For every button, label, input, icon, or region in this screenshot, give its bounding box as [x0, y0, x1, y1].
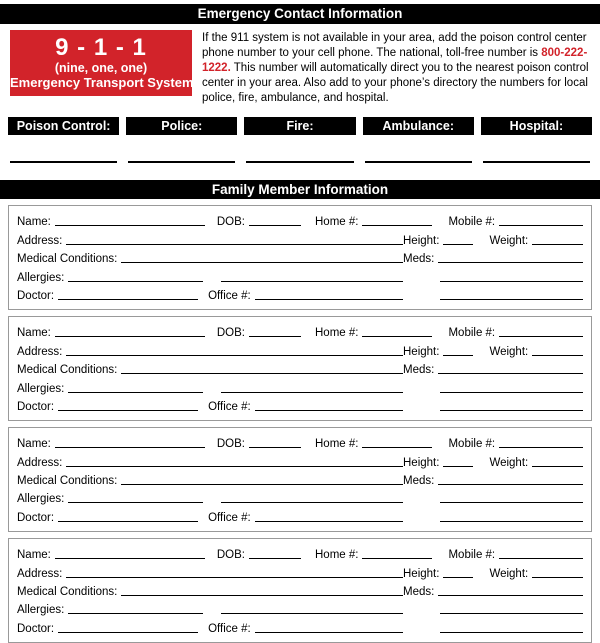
weight-label: Weight: — [489, 234, 529, 247]
height-label: Height: — [403, 234, 440, 247]
doctor-field-line[interactable] — [58, 299, 198, 300]
family-member-title-bar — [0, 180, 600, 199]
doctor-field-line[interactable] — [58, 410, 198, 411]
mobile-phone-field-line[interactable] — [499, 336, 583, 337]
address-row — [17, 340, 583, 358]
address-row — [17, 229, 583, 247]
mobile-phone-field-line[interactable] — [499, 558, 583, 559]
name-label: Name: — [17, 216, 51, 229]
mobile-phone-label: Mobile #: — [448, 438, 496, 451]
contact-col-poison-control — [8, 117, 119, 163]
allergies-extra-field-line[interactable] — [221, 281, 403, 282]
page-title: Emergency Contact Information — [197, 6, 403, 21]
meds-continuation-line-1[interactable] — [440, 281, 583, 282]
doctor-row — [17, 396, 583, 414]
meds-continuation-line-1[interactable] — [440, 613, 583, 614]
name-label: Name: — [17, 327, 51, 340]
doctor-row — [17, 506, 583, 524]
weight-field-line[interactable] — [532, 577, 583, 578]
allergies-label: Allergies: — [17, 382, 65, 395]
address-row — [17, 451, 583, 469]
poison-control-phone-number: 800-222-1222. — [202, 47, 588, 74]
name-field-line[interactable] — [55, 447, 205, 448]
ambulance-label: Ambulance: — [363, 117, 474, 135]
office-phone-field-line[interactable] — [255, 521, 403, 522]
family-member-block — [8, 316, 592, 421]
contact-col-ambulance — [363, 117, 474, 163]
medical-conditions-row — [17, 581, 583, 599]
name-field-line[interactable] — [55, 225, 205, 226]
address-row — [17, 562, 583, 580]
allergies-row — [17, 377, 583, 395]
dob-field-line[interactable] — [249, 336, 301, 337]
dob-field-line[interactable] — [249, 558, 301, 559]
dob-label: DOB: — [216, 216, 245, 229]
home-phone-field-line[interactable] — [362, 225, 432, 226]
address-label: Address: — [17, 345, 63, 358]
medical-conditions-field-line[interactable] — [121, 484, 403, 485]
medical-conditions-label: Medical Conditions: — [17, 586, 118, 599]
meds-label: Meds: — [403, 586, 435, 599]
name-field-line[interactable] — [55, 558, 205, 559]
medical-conditions-field-line[interactable] — [121, 373, 403, 374]
height-label: Height: — [403, 456, 440, 469]
weight-label: Weight: — [489, 456, 529, 469]
allergies-row — [17, 488, 583, 506]
height-field-line[interactable] — [443, 355, 473, 356]
hospital-label: Hospital: — [481, 117, 592, 135]
fire-field-line[interactable] — [246, 161, 353, 163]
height-label: Height: — [403, 345, 440, 358]
allergies-field-line[interactable] — [68, 613, 203, 614]
home-phone-label: Home #: — [315, 549, 359, 562]
emergency-contacts-row — [8, 117, 592, 163]
police-field-line[interactable] — [128, 161, 235, 163]
medical-conditions-field-line[interactable] — [121, 262, 403, 263]
medical-conditions-field-line[interactable] — [121, 595, 403, 596]
mobile-phone-label: Mobile #: — [448, 216, 496, 229]
office-phone-field-line[interactable] — [255, 299, 403, 300]
height-label: Height: — [403, 567, 440, 580]
address-field-line[interactable] — [66, 577, 403, 578]
intro-text-after: This number will automatically direct you to the nearest poison control center in your area. Also add to your phone’s directory the numbers for local police, fire, ambulance, and hospital. — [202, 62, 589, 104]
meds-field-line[interactable] — [438, 373, 583, 374]
medical-conditions-row — [17, 248, 583, 266]
dob-field-line[interactable] — [249, 447, 301, 448]
weight-field-line[interactable] — [532, 244, 583, 245]
allergies-field-line[interactable] — [68, 281, 203, 282]
fire-label: Fire: — [244, 117, 355, 135]
emergency-contact-title-bar — [0, 4, 600, 24]
meds-continuation-line-2[interactable] — [440, 521, 583, 522]
name-field-line[interactable] — [55, 336, 205, 337]
hospital-field-line[interactable] — [483, 161, 590, 163]
mobile-phone-label: Mobile #: — [448, 327, 496, 340]
height-field-line[interactable] — [443, 577, 473, 578]
family-member-block — [8, 427, 592, 532]
office-phone-field-line[interactable] — [255, 410, 403, 411]
allergies-field-line[interactable] — [68, 392, 203, 393]
meds-continuation-line-2[interactable] — [440, 410, 583, 411]
name-label: Name: — [17, 549, 51, 562]
family-section-title: Family Member Information — [211, 182, 389, 197]
weight-field-line[interactable] — [532, 355, 583, 356]
doctor-field-line[interactable] — [58, 632, 198, 633]
doctor-field-line[interactable] — [58, 521, 198, 522]
name-row — [17, 211, 583, 229]
allergies-row — [17, 599, 583, 617]
mobile-phone-field-line[interactable] — [499, 225, 583, 226]
medical-conditions-label: Medical Conditions: — [17, 364, 118, 377]
nine-one-one-number: 9 - 1 - 1 — [55, 34, 147, 61]
name-row — [17, 322, 583, 340]
meds-continuation-line-1[interactable] — [440, 502, 583, 503]
dob-field-line[interactable] — [249, 225, 301, 226]
doctor-label: Doctor: — [17, 511, 55, 524]
dob-label: DOB: — [216, 438, 245, 451]
allergies-field-line[interactable] — [68, 502, 203, 503]
office-phone-label: Office #: — [208, 400, 251, 413]
home-phone-field-line[interactable] — [362, 447, 432, 448]
allergies-extra-field-line[interactable] — [221, 613, 403, 614]
ambulance-field-line[interactable] — [365, 161, 472, 163]
home-phone-label: Home #: — [315, 216, 359, 229]
medical-conditions-row — [17, 359, 583, 377]
dob-label: DOB: — [216, 327, 245, 340]
intro-text-before: If the 911 system is not available in your area, add the poison control center phone number to your cell phone. The national, toll-free number is — [202, 32, 587, 59]
contact-col-police — [126, 117, 237, 163]
address-label: Address: — [17, 567, 63, 580]
home-phone-field-line[interactable] — [362, 336, 432, 337]
allergies-label: Allergies: — [17, 493, 65, 506]
medical-conditions-label: Medical Conditions: — [17, 475, 118, 488]
height-field-line[interactable] — [443, 466, 473, 467]
height-field-line[interactable] — [443, 244, 473, 245]
weight-label: Weight: — [489, 345, 529, 358]
home-phone-label: Home #: — [315, 438, 359, 451]
police-label: Police: — [126, 117, 237, 135]
nine-one-one-box — [10, 30, 192, 96]
office-phone-label: Office #: — [208, 289, 251, 302]
meds-label: Meds: — [403, 364, 435, 377]
nine-one-one-words: (nine, one, one) — [54, 61, 148, 75]
home-phone-label: Home #: — [315, 327, 359, 340]
office-phone-label: Office #: — [208, 511, 251, 524]
contact-col-hospital — [481, 117, 592, 163]
doctor-row — [17, 285, 583, 303]
meds-field-line[interactable] — [438, 484, 583, 485]
mobile-phone-label: Mobile #: — [448, 549, 496, 562]
doctor-label: Doctor: — [17, 289, 55, 302]
meds-continuation-line-2[interactable] — [440, 632, 583, 633]
allergies-label: Allergies: — [17, 604, 65, 617]
allergies-extra-field-line[interactable] — [221, 392, 403, 393]
meds-continuation-line-1[interactable] — [440, 392, 583, 393]
office-phone-field-line[interactable] — [255, 632, 403, 633]
meds-label: Meds: — [403, 475, 435, 488]
meds-field-line[interactable] — [438, 595, 583, 596]
allergies-extra-field-line[interactable] — [221, 502, 403, 503]
medical-conditions-label: Medical Conditions: — [17, 253, 118, 266]
name-row — [17, 433, 583, 451]
intro-paragraph — [202, 30, 590, 106]
address-field-line[interactable] — [66, 355, 403, 356]
address-field-line[interactable] — [66, 466, 403, 467]
poison-control-field-line[interactable] — [10, 161, 117, 163]
mobile-phone-field-line[interactable] — [499, 447, 583, 448]
name-row — [17, 544, 583, 562]
weight-label: Weight: — [489, 567, 529, 580]
allergies-row — [17, 266, 583, 284]
doctor-row — [17, 617, 583, 635]
intro-section — [10, 30, 590, 106]
poison-control-label: Poison Control: — [8, 117, 119, 135]
office-phone-label: Office #: — [208, 622, 251, 635]
doctor-label: Doctor: — [17, 622, 55, 635]
dob-label: DOB: — [216, 549, 245, 562]
name-label: Name: — [17, 438, 51, 451]
address-label: Address: — [17, 456, 63, 469]
medical-conditions-row — [17, 470, 583, 488]
address-label: Address: — [17, 234, 63, 247]
home-phone-field-line[interactable] — [362, 558, 432, 559]
meds-field-line[interactable] — [438, 262, 583, 263]
weight-field-line[interactable] — [532, 466, 583, 467]
allergies-label: Allergies: — [17, 271, 65, 284]
meds-continuation-line-2[interactable] — [440, 299, 583, 300]
meds-label: Meds: — [403, 253, 435, 266]
contact-col-fire — [244, 117, 355, 163]
nine-one-one-subtitle: Emergency Transport System — [10, 75, 194, 90]
address-field-line[interactable] — [66, 244, 403, 245]
family-member-block — [8, 205, 592, 310]
family-blocks — [0, 205, 600, 643]
family-member-block — [8, 538, 592, 643]
doctor-label: Doctor: — [17, 400, 55, 413]
